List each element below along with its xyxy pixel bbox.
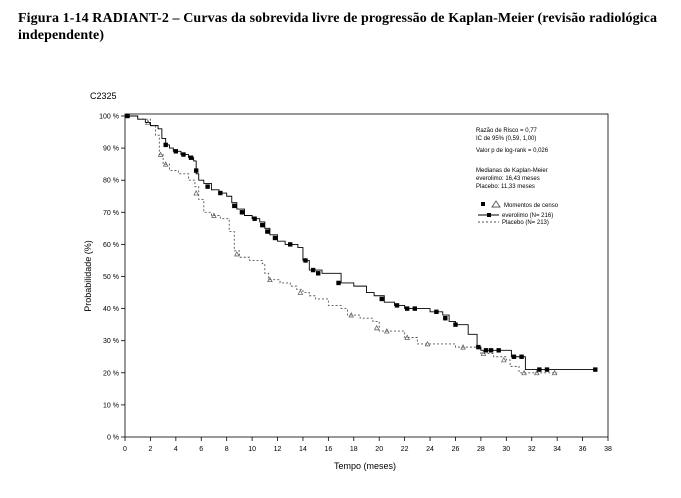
y-tick-label: 10 % bbox=[103, 402, 119, 410]
censor-mark-everolimo bbox=[194, 168, 198, 172]
legend-everolimo-marker bbox=[487, 213, 491, 217]
censor-mark-everolimo bbox=[218, 191, 222, 195]
y-tick-label: 90 % bbox=[103, 145, 119, 153]
x-tick-label: 26 bbox=[451, 446, 460, 453]
annotation-line: Placebo: 11,33 meses bbox=[476, 184, 535, 190]
censor-mark-placebo bbox=[235, 252, 239, 256]
y-tick-label: 0 % bbox=[106, 434, 119, 442]
legend-series-label-placebo: Placebo (N= 213) bbox=[502, 220, 549, 226]
censor-mark-everolimo bbox=[476, 345, 480, 349]
censor-mark-everolimo bbox=[265, 229, 269, 233]
y-tick-label: 100 % bbox=[99, 113, 119, 121]
censor-mark-everolimo bbox=[413, 306, 417, 310]
x-tick-label: 24 bbox=[426, 446, 434, 453]
x-tick-label: 28 bbox=[476, 446, 485, 453]
x-tick-label: 8 bbox=[224, 446, 229, 453]
censor-mark-everolimo bbox=[443, 316, 447, 320]
censor-mark-everolimo bbox=[163, 143, 167, 147]
censor-mark-placebo bbox=[502, 358, 506, 362]
censor-mark-everolimo bbox=[260, 223, 264, 227]
censor-mark-everolimo bbox=[537, 367, 541, 371]
y-tick-label: 20 % bbox=[103, 370, 119, 378]
censor-mark-everolimo bbox=[395, 303, 399, 307]
series-line-placebo bbox=[125, 116, 557, 373]
y-tick-label: 30 % bbox=[103, 338, 119, 346]
y-tick-label: 40 % bbox=[103, 306, 119, 314]
x-tick-label: 16 bbox=[324, 446, 333, 453]
x-tick-label: 0 bbox=[123, 446, 127, 453]
legend-series-label-everolimo: everolimo (N= 216) bbox=[502, 213, 554, 219]
x-axis-label: Tempo (meses) bbox=[333, 461, 397, 471]
x-tick-label: 2 bbox=[148, 446, 153, 453]
y-axis-label: Probabilidade (%) bbox=[83, 240, 93, 312]
x-tick-label: 32 bbox=[527, 446, 536, 453]
censor-mark-everolimo bbox=[288, 242, 292, 246]
censor-mark-everolimo bbox=[434, 310, 438, 314]
censor-mark-everolimo bbox=[336, 281, 340, 285]
x-tick-label: 12 bbox=[273, 446, 282, 453]
censor-mark-everolimo bbox=[380, 297, 384, 301]
censor-mark-everolimo bbox=[489, 348, 493, 352]
legend-censor-label: Momentos de censo bbox=[504, 203, 559, 209]
plot-frame bbox=[125, 114, 608, 437]
series-line-everolimo bbox=[125, 116, 595, 370]
censor-mark-everolimo bbox=[316, 271, 320, 275]
censor-mark-everolimo bbox=[189, 156, 193, 160]
annotation-line: Valor p de log-rank = 0,026 bbox=[476, 148, 549, 154]
censor-mark-placebo bbox=[194, 191, 198, 195]
chart-axes bbox=[99, 114, 612, 454]
censor-mark-everolimo bbox=[252, 217, 256, 221]
y-tick-label: 70 % bbox=[103, 209, 119, 217]
annotation-line: everolimo: 16,43 meses bbox=[476, 176, 540, 182]
x-tick-label: 34 bbox=[553, 446, 562, 453]
annotation-line: Razão de Risco = 0,77 bbox=[476, 128, 537, 134]
x-tick-label: 4 bbox=[173, 446, 178, 453]
censor-mark-everolimo bbox=[496, 348, 500, 352]
censor-mark-everolimo bbox=[205, 184, 209, 188]
censor-mark-everolimo bbox=[453, 322, 457, 326]
censor-mark-everolimo bbox=[512, 355, 516, 359]
censor-mark-everolimo bbox=[545, 367, 549, 371]
censor-mark-everolimo bbox=[232, 204, 236, 208]
x-tick-label: 10 bbox=[248, 446, 257, 453]
chart-legend bbox=[478, 201, 559, 226]
censor-mark-everolimo bbox=[519, 355, 523, 359]
x-tick-label: 22 bbox=[400, 446, 409, 453]
censor-mark-everolimo bbox=[311, 268, 315, 272]
censor-mark-placebo bbox=[298, 290, 302, 294]
y-tick-label: 60 % bbox=[103, 241, 119, 249]
x-tick-label: 36 bbox=[578, 446, 587, 453]
annotation-box bbox=[476, 128, 549, 190]
censor-mark-everolimo bbox=[240, 210, 244, 214]
censor-mark-placebo bbox=[374, 326, 378, 330]
censor-mark-everolimo bbox=[181, 152, 185, 156]
censor-mark-everolimo bbox=[593, 367, 597, 371]
censor-mark-everolimo bbox=[273, 236, 277, 240]
x-tick-label: 38 bbox=[604, 446, 612, 453]
censor-mark-everolimo bbox=[125, 114, 129, 118]
legend-censor-square bbox=[481, 202, 485, 206]
figure-caption: Figura 1-14 RADIANT-2 – Curvas da sobrevida livre de progressão de Kaplan-Meier (revisão radiológica independente) bbox=[18, 11, 658, 43]
x-tick-label: 18 bbox=[349, 446, 358, 453]
x-tick-label: 14 bbox=[299, 446, 307, 453]
y-tick-label: 50 % bbox=[103, 274, 119, 281]
censor-mark-everolimo bbox=[303, 258, 307, 262]
chart-title: C2325 bbox=[90, 91, 117, 101]
y-tick-label: 80 % bbox=[103, 177, 119, 185]
censor-mark-everolimo bbox=[484, 348, 488, 352]
censor-mark-everolimo bbox=[174, 149, 178, 153]
x-tick-label: 20 bbox=[375, 446, 384, 453]
annotation-line: Medianas de Kaplan-Meier bbox=[476, 168, 548, 174]
legend-censor-triangle bbox=[492, 201, 500, 207]
x-tick-label: 30 bbox=[502, 446, 511, 453]
censor-mark-everolimo bbox=[405, 306, 409, 310]
x-tick-label: 6 bbox=[199, 446, 204, 453]
annotation-line: IC de 95% (0,59, 1,00) bbox=[476, 136, 537, 142]
